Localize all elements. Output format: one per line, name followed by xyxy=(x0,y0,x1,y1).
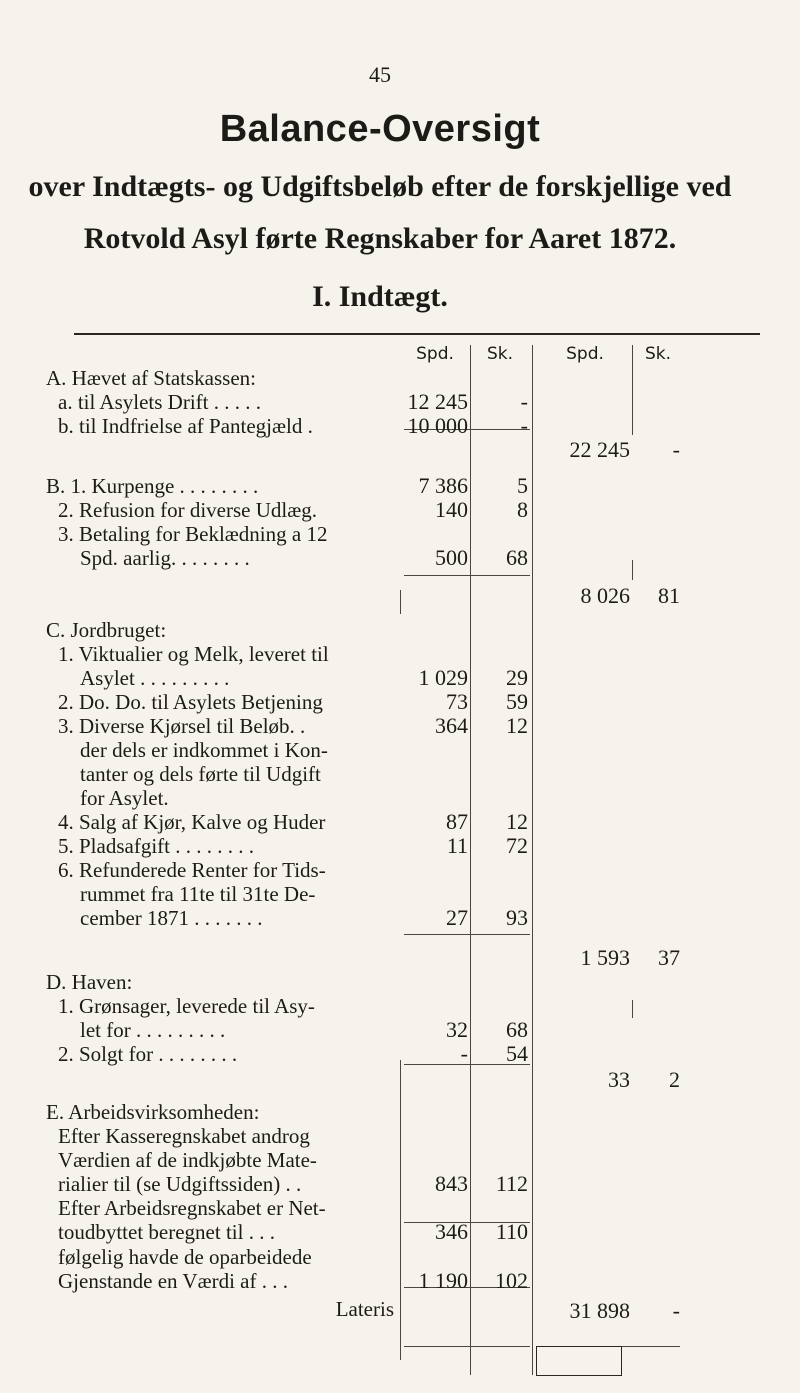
row-label: Asylet . . . . . . . . . xyxy=(80,666,230,690)
row-label: 1. Viktualier og Melk, leveret til xyxy=(58,642,329,666)
value-sk: 110 xyxy=(495,1219,528,1244)
row-label: følgelig havde de oparbeidede xyxy=(58,1245,312,1269)
value-sk: 112 xyxy=(495,1171,528,1196)
row-label: Gjenstande en Værdi af . . . xyxy=(58,1269,288,1293)
row-label: 6. Refunderede Renter for Tids- xyxy=(58,858,326,882)
value-spd: 364 xyxy=(435,713,468,738)
value-spd: 73 xyxy=(446,689,468,714)
lateris-sk: - xyxy=(672,1298,680,1323)
row-label: rialier til (se Udgiftssiden) . . xyxy=(58,1172,302,1196)
row-label: cember 1871 . . . . . . . xyxy=(80,906,263,930)
row-label: tanter og dels førte til Udgift xyxy=(80,762,321,786)
column-rule-spd2 xyxy=(532,345,533,1375)
section-heading: I. Indtægt. xyxy=(312,280,448,313)
row-label: B. 1. Kurpenge . . . . . . . . xyxy=(46,474,259,498)
page-title: Balance-Oversigt xyxy=(219,108,541,150)
row-label: der dels er indkommet i Kon- xyxy=(80,738,328,762)
row-label: Efter Kasseregnskabet androg xyxy=(58,1124,310,1148)
row-label: 2. Do. Do. til Asylets Betjening xyxy=(58,690,323,714)
row-label: 1. Grønsager, leverede til Asy- xyxy=(58,994,315,1018)
value-sk: 12 xyxy=(506,713,528,738)
column-rule-spd1 xyxy=(400,590,401,614)
row-label: Spd. aarlig. . . . . . . . xyxy=(80,546,250,570)
value-sk: - xyxy=(520,389,528,414)
subtotal-spd: 8 026 xyxy=(580,583,630,608)
value-spd: 32 xyxy=(446,1017,468,1042)
value-spd: 1 029 xyxy=(418,665,468,690)
row-label: toudbyttet beregnet til . . . xyxy=(58,1220,275,1244)
subtotal-sk: - xyxy=(672,437,680,462)
row-label: 2. Solgt for . . . . . . . . xyxy=(58,1042,238,1066)
row-label: Efter Arbeidsregnskabet er Net- xyxy=(58,1196,326,1220)
value-spd: 27 xyxy=(446,905,468,930)
lateris-box xyxy=(536,1346,622,1376)
row-label: 3. Betaling for Beklædning a 12 xyxy=(58,522,328,546)
row-label: a. til Asylets Drift . . . . . xyxy=(58,390,261,414)
column-rule-sk2 xyxy=(632,1000,633,1018)
section-e-heading: E. Arbeidsvirksomheden: xyxy=(46,1100,260,1124)
row-label: 5. Pladsafgift . . . . . . . . xyxy=(58,834,254,858)
section-a-heading: A. Hævet af Statskassen: xyxy=(46,366,256,390)
subtotal-rule xyxy=(404,934,530,935)
value-spd: 11 xyxy=(446,833,468,858)
subtotal-sk: 81 xyxy=(658,583,680,608)
subtitle-line-2: Rotvold Asyl førte Regnskaber for Aaret 1872. xyxy=(83,222,677,255)
value-spd: - xyxy=(460,1041,468,1066)
table-top-rule xyxy=(74,333,760,335)
value-sk: 68 xyxy=(506,1017,528,1042)
row-label: b. til Indfrielse af Pantegjæld . xyxy=(58,414,313,438)
row-label: for Asylet. xyxy=(80,786,169,810)
column-rule-sk1 xyxy=(470,345,471,1375)
value-spd: 346 xyxy=(435,1219,468,1244)
section-c-heading: C. Jordbruget: xyxy=(46,618,167,642)
row-label: 2. Refusion for diverse Udlæg. xyxy=(58,498,317,522)
subtotal-spd: 22 245 xyxy=(569,437,630,462)
value-spd: 10 000 xyxy=(407,413,468,438)
subtotal-sk: 2 xyxy=(669,1067,680,1092)
value-spd: 500 xyxy=(435,545,468,570)
value-sk: 102 xyxy=(495,1268,528,1293)
value-sk: - xyxy=(520,413,528,438)
row-label: 3. Diverse Kjørsel til Beløb. . xyxy=(58,714,306,738)
column-rule-spd1 xyxy=(400,1060,401,1360)
row-label: Værdien af de indkjøbte Mate- xyxy=(58,1148,317,1172)
subtotal-rule xyxy=(404,575,530,576)
section-d-heading: D. Haven: xyxy=(46,970,133,994)
value-sk: 12 xyxy=(506,809,528,834)
lateris-rule xyxy=(622,1346,680,1347)
value-spd: 140 xyxy=(435,497,468,522)
row-label: 4. Salg af Kjør, Kalve og Huder xyxy=(58,810,326,834)
header-sk-1: Sk. xyxy=(486,344,514,364)
lateris-rule xyxy=(404,1346,530,1347)
header-spd-1: Spd. xyxy=(416,344,454,364)
value-sk: 93 xyxy=(506,905,528,930)
row-label: let for . . . . . . . . . xyxy=(80,1018,226,1042)
value-sk: 5 xyxy=(517,473,528,498)
value-sk: 29 xyxy=(506,665,528,690)
subtotal-spd: 1 593 xyxy=(580,945,630,970)
value-sk: 59 xyxy=(506,689,528,714)
lateris-label: Lateris xyxy=(335,1297,394,1321)
value-sk: 8 xyxy=(517,497,528,522)
value-spd: 87 xyxy=(446,809,468,834)
lateris-spd: 31 898 xyxy=(569,1298,630,1323)
subtotal-sk: 37 xyxy=(658,945,680,970)
subtitle-line-1: over Indtægts- og Udgiftsbeløb efter de forskjellige ved xyxy=(28,170,732,203)
value-sk: 54 xyxy=(506,1041,528,1066)
subtotal-spd: 33 xyxy=(608,1067,630,1092)
value-sk: 72 xyxy=(506,833,528,858)
header-spd-2: Spd. xyxy=(566,344,604,364)
header-sk-2: Sk. xyxy=(644,344,672,364)
value-spd: 12 245 xyxy=(407,389,468,414)
row-label: rummet fra 11te til 31te De- xyxy=(80,882,316,906)
value-spd: 1 190 xyxy=(418,1268,468,1293)
page-number: 45 xyxy=(369,62,391,87)
value-spd: 7 386 xyxy=(418,473,468,498)
column-rule-sk2 xyxy=(632,345,633,435)
column-rule-sk2 xyxy=(632,560,633,580)
value-sk: 68 xyxy=(506,545,528,570)
value-spd: 843 xyxy=(435,1171,468,1196)
